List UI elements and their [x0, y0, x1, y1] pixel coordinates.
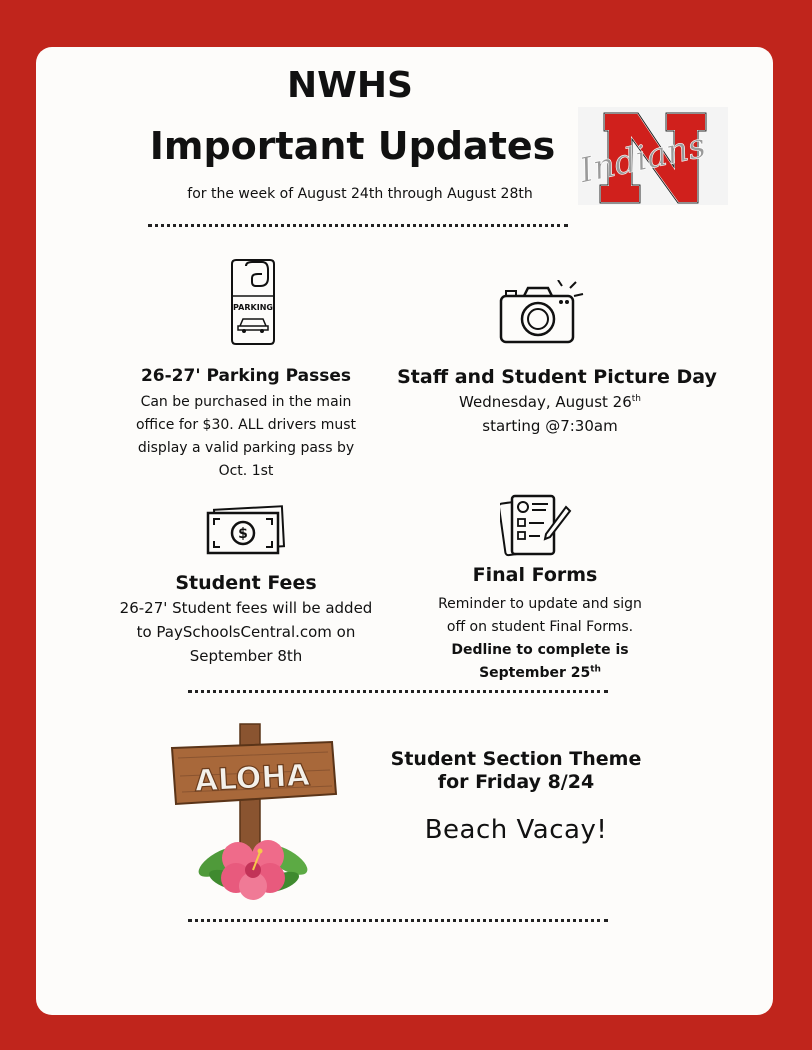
parking-line-1: Can be purchased in the main	[140, 394, 352, 410]
theme-value: Beach Vacay!	[424, 815, 608, 845]
theme-title-line-1: Student Section Theme	[390, 748, 642, 770]
divider-2	[188, 690, 608, 693]
parking-line-3: display a valid parking pass by	[137, 440, 355, 456]
indians-logo	[576, 105, 730, 207]
theme-title-line-2: for Friday 8/24	[437, 771, 595, 793]
money-icon	[205, 505, 287, 555]
final-forms-line-2: off on student Final Forms.	[446, 619, 634, 635]
fees-title: Student Fees	[175, 572, 317, 594]
picture-day-time: starting @7:30am	[482, 417, 618, 435]
picture-day-date-sup: th	[631, 394, 641, 404]
camera-icon	[498, 280, 593, 346]
theme-title	[380, 748, 652, 794]
divider-3	[188, 919, 608, 922]
fees-body	[96, 596, 396, 668]
parking-line-2: office for $30. ALL drivers must	[135, 417, 357, 433]
parking-line-4: Oct. 1st	[218, 463, 274, 479]
final-forms-deadline-sup: th	[590, 664, 601, 675]
aloha-sign-text: ALOHA	[193, 758, 311, 799]
org-heading: NWHS	[287, 65, 413, 106]
final-forms-body	[405, 593, 675, 685]
logo-script: Indians	[576, 125, 710, 192]
final-forms-deadline-1: Dedline to complete is	[451, 642, 629, 658]
aloha-sign-icon	[164, 720, 340, 900]
picture-day-title: Staff and Student Picture Day	[397, 366, 717, 388]
fees-line-3: September 8th	[189, 647, 303, 665]
parking-body	[116, 391, 376, 483]
page-title: Important Updates	[149, 124, 556, 168]
fees-line-2: to PaySchoolsCentral.com on	[136, 623, 356, 641]
picture-day-date: Wednesday, August 26	[459, 393, 632, 411]
picture-day-body	[400, 390, 700, 438]
money-symbol: $	[238, 526, 248, 542]
week-subtitle: for the week of August 24th through August 28th	[187, 186, 533, 202]
parking-hanger-label: PARKING	[233, 303, 273, 312]
fees-line-1: 26-27' Student fees will be added	[119, 599, 373, 617]
parking-title: 26-27' Parking Passes	[140, 366, 352, 386]
final-forms-title: Final Forms	[472, 564, 598, 586]
checklist-form-icon	[500, 493, 572, 559]
parking-hanger-icon	[228, 256, 278, 346]
final-forms-deadline-2: September 25	[479, 665, 591, 681]
final-forms-line-1: Reminder to update and sign	[438, 596, 642, 612]
divider-1	[148, 224, 568, 227]
